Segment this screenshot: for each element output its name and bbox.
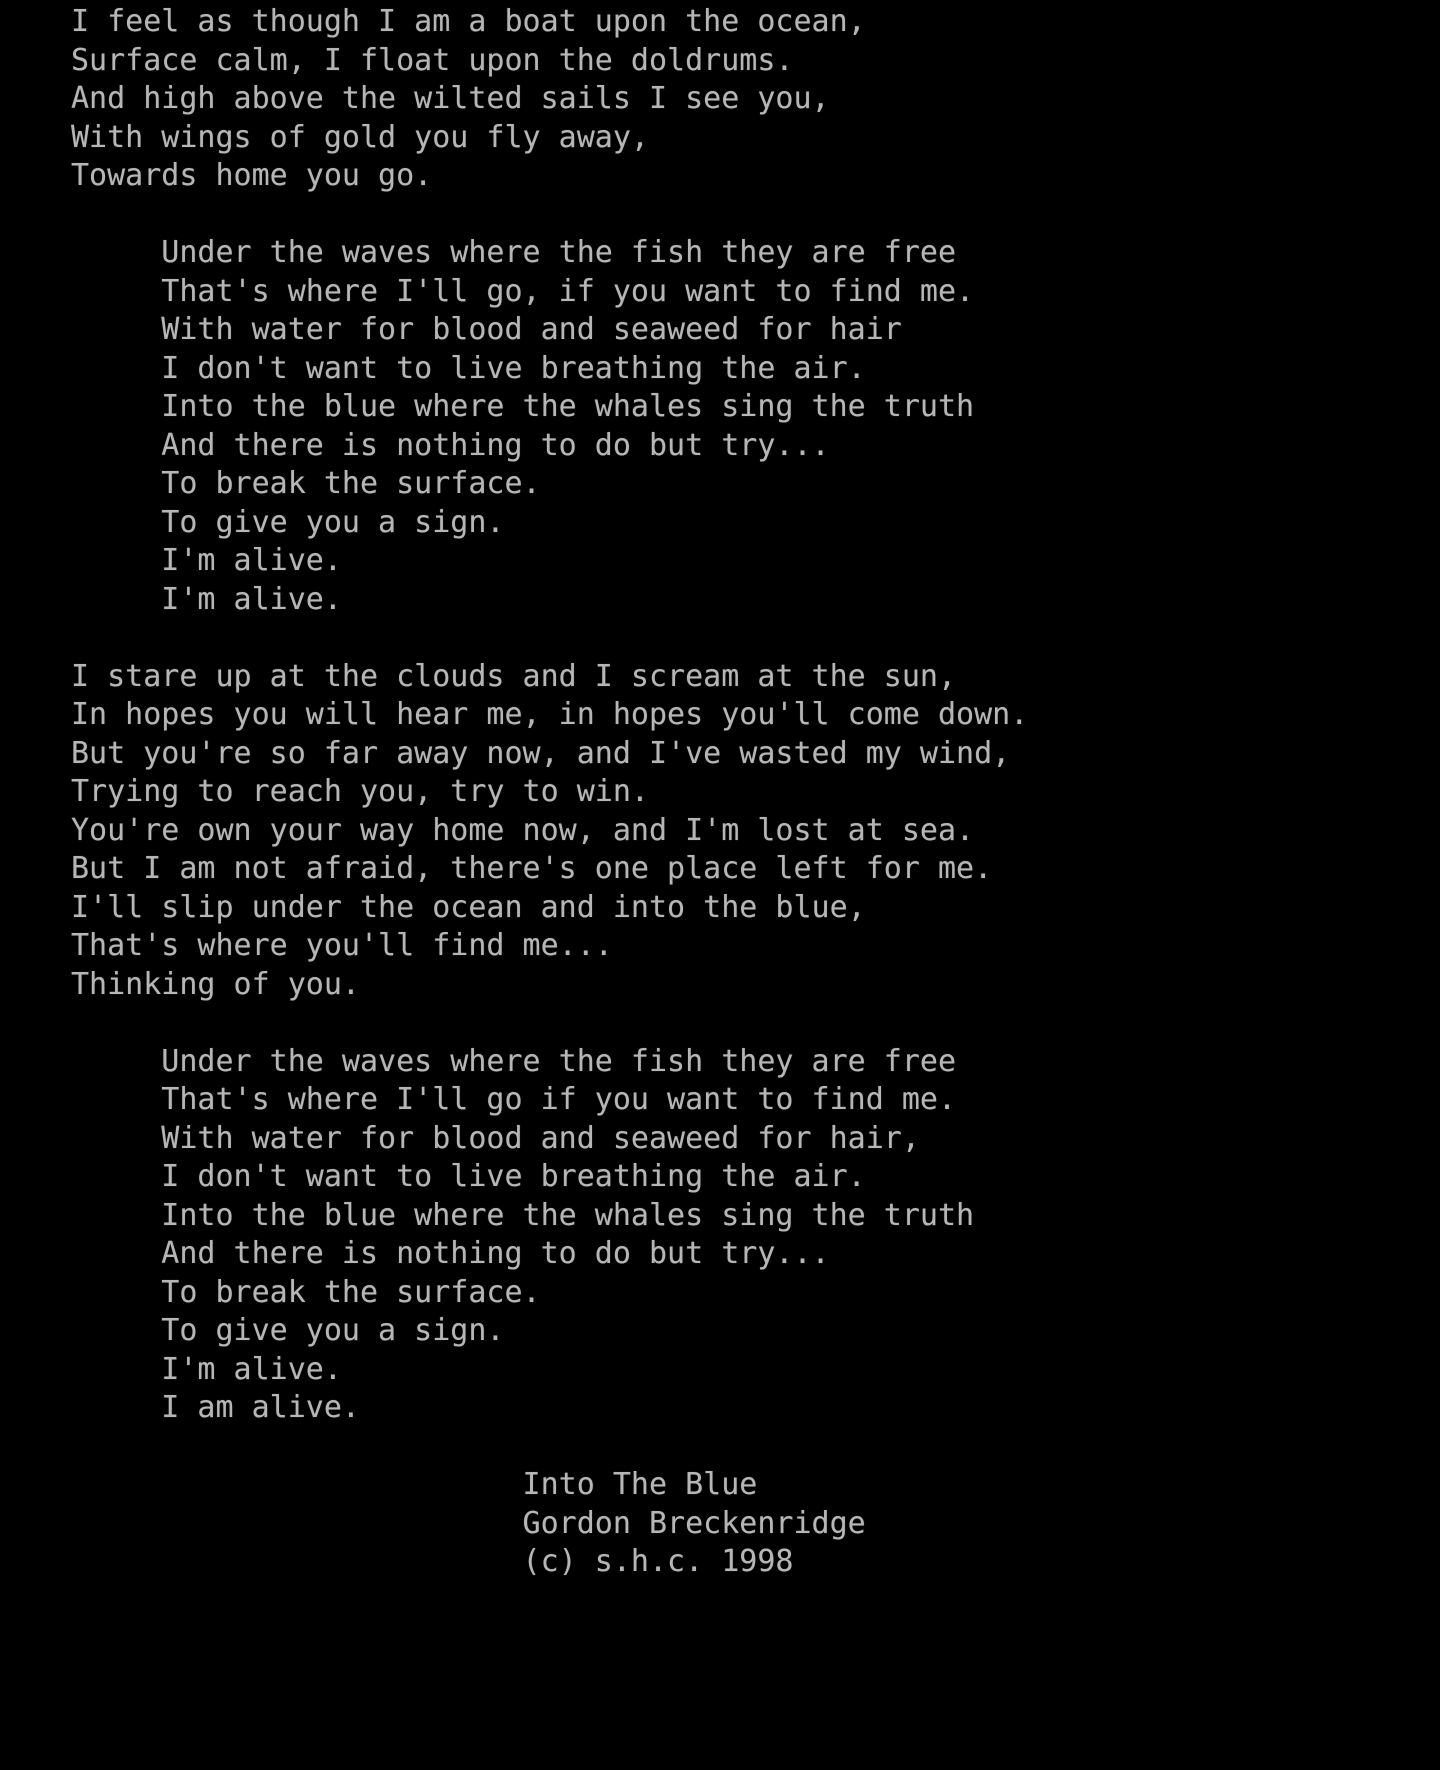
- lyric-line: To break the surface.: [161, 466, 541, 501]
- lyric-line: You're own your way home now, and I'm lost at sea.: [71, 812, 975, 848]
- lyric-line: With water for blood and seaweed for hair,: [161, 1120, 920, 1156]
- credit-line: Gordon Breckenridge: [522, 1505, 866, 1541]
- lyric-line: Under the waves where the fish they are free: [161, 1043, 957, 1079]
- lyric-line: With water for blood and seaweed for hair: [161, 312, 902, 347]
- lyric-line: Thinking of you.: [71, 966, 360, 1002]
- lyric-line: That's where I'll go, if you want to find me.: [161, 273, 975, 309]
- lyric-line: And there is nothing to do but try...: [161, 1236, 830, 1271]
- lyric-line: That's where I'll go if you want to find me.: [161, 1082, 957, 1117]
- verse-2: [71, 658, 1440, 1005]
- lyric-line: And high above the wilted sails I see you,: [71, 81, 830, 116]
- lyric-line: To give you a sign.: [161, 1313, 505, 1348]
- lyric-line: Into the blue where the whales sing the truth: [161, 1197, 975, 1233]
- lyric-line: Towards home you go.: [71, 158, 433, 193]
- lyric-line: Surface calm, I float upon the doldrums.: [71, 42, 794, 78]
- lyric-line: I'm alive.: [161, 1351, 342, 1387]
- lyric-line: With wings of gold you fly away,: [71, 119, 649, 155]
- lyric-line: I am alive.: [161, 1390, 360, 1425]
- lyric-line: I don't want to live breathing the air.: [161, 1159, 866, 1194]
- lyric-line: Trying to reach you, try to win.: [71, 774, 649, 809]
- lyric-line: In hopes you will hear me, in hopes you'll come down.: [71, 697, 1029, 732]
- chorus-2: [71, 1043, 1440, 1428]
- lyric-line: I'm alive.: [161, 543, 342, 578]
- lyric-line: To break the surface.: [161, 1274, 541, 1310]
- lyric-line: I feel as though I am a boat upon the ocean,: [71, 4, 866, 39]
- lyric-line: I'll slip under the ocean and into the blue,: [71, 889, 866, 925]
- lyric-line: Under the waves where the fish they are free: [161, 235, 957, 270]
- lyric-line: But you're so far away now, and I've wasted my wind,: [71, 735, 1011, 771]
- verse-1: [71, 3, 1440, 196]
- credit-line: Into The Blue: [522, 1467, 758, 1502]
- lyric-line: But I am not afraid, there's one place left for me.: [71, 851, 993, 886]
- credits: [71, 1466, 1440, 1582]
- lyric-line: I don't want to live breathing the air.: [161, 350, 866, 386]
- lyric-line: I stare up at the clouds and I scream at the sun,: [71, 658, 957, 694]
- chorus-1: [71, 234, 1440, 619]
- credit-line: (c) s.h.c. 1998: [522, 1544, 794, 1579]
- lyric-line: To give you a sign.: [161, 504, 505, 540]
- lyric-line: I'm alive.: [161, 581, 342, 617]
- lyric-line: That's where you'll find me...: [71, 928, 613, 963]
- lyric-line: Into the blue where the whales sing the truth: [161, 389, 975, 424]
- lyric-line: And there is nothing to do but try...: [161, 427, 830, 463]
